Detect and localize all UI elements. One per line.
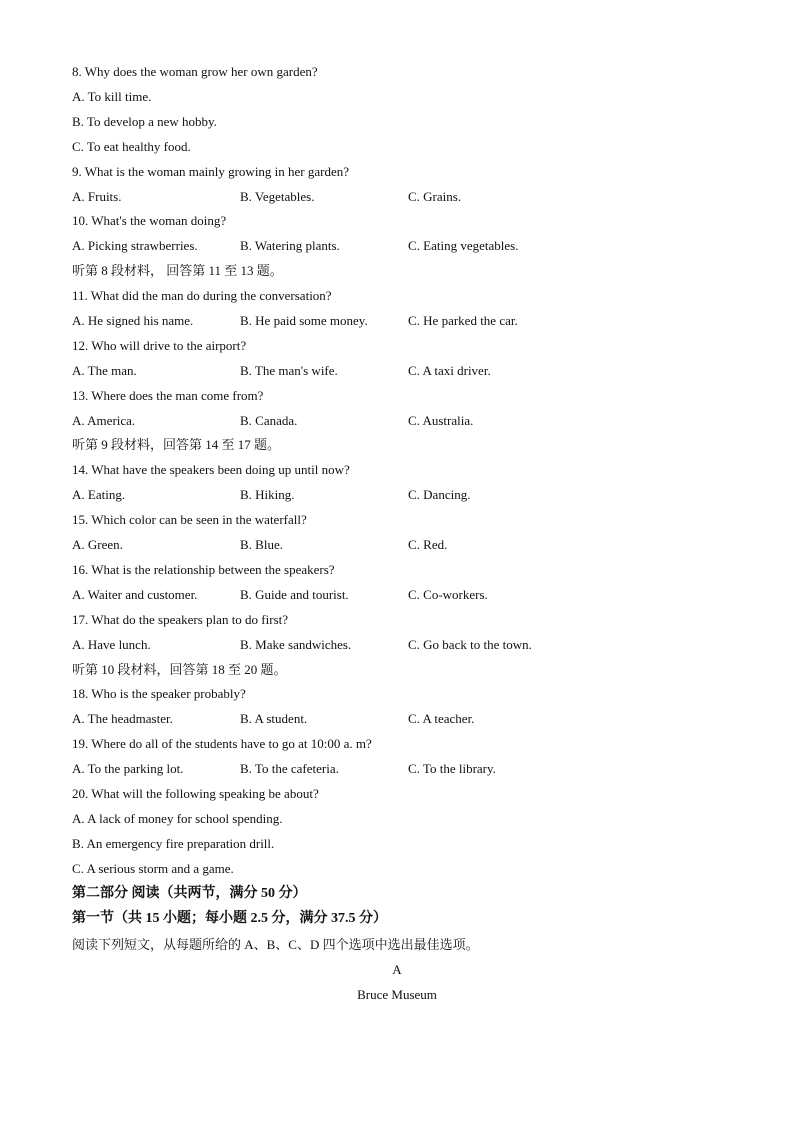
passage-title: Bruce Museum (357, 987, 437, 1002)
passage-label: A (392, 962, 402, 977)
part2-title: 第二部分 阅读（共两节，满分 50 分） (72, 886, 307, 901)
option-a: A. The headmaster. (72, 711, 173, 726)
option-c: C. To the library. (408, 761, 496, 776)
listening-heading: 听第 8 段材料， 回答第 11 至 13 题。 (72, 263, 283, 278)
question-text: 16. What is the relationship between the speakers? (72, 562, 335, 577)
option-a: A. A lack of money for school spending. (72, 811, 283, 826)
option-a: A. Have lunch. (72, 637, 151, 652)
listening-heading: 听第 10 段材料，回答第 18 至 20 题。 (72, 662, 287, 677)
option-b: B. Blue. (240, 537, 283, 552)
option-a: A. Green. (72, 537, 123, 552)
question-text: 14. What have the speakers been doing up until now? (72, 462, 350, 477)
option-b: B. A student. (240, 711, 308, 726)
option-c: C. Grains. (408, 189, 462, 204)
option-a: A. Fruits. (72, 189, 122, 204)
option-a: A. To kill time. (72, 89, 152, 104)
option-b: B. Hiking. (240, 487, 295, 502)
option-c: C. He parked the car. (408, 313, 518, 328)
option-b: B. Guide and tourist. (240, 587, 349, 602)
option-c: C. To eat healthy food. (72, 139, 191, 154)
option-a: A. Picking strawberries. (72, 238, 198, 253)
section1-title: 第一节（共 15 小题；每小题 2.5 分，满分 37.5 分） (72, 911, 387, 926)
option-c: C. Red. (408, 537, 448, 552)
option-b: B. Make sandwiches. (240, 637, 352, 652)
option-b: B. To the cafeteria. (240, 761, 339, 776)
option-b: B. Canada. (240, 413, 298, 428)
question-text: 13. Where does the man come from? (72, 388, 264, 403)
option-c: C. A teacher. (408, 711, 475, 726)
option-a: A. He signed his name. (72, 313, 194, 328)
question-text: 20. What will the following speaking be about? (72, 786, 319, 801)
option-c: C. Australia. (408, 413, 474, 428)
reading-instruction: 阅读下列短文，从每题所给的 A、B、C、D 四个选项中选出最佳选项。 (72, 937, 479, 952)
option-b: B. He paid some money. (240, 313, 368, 328)
question-text: 12. Who will drive to the airport? (72, 338, 247, 353)
option-c: C. Dancing. (408, 487, 471, 502)
question-text: 15. Which color can be seen in the waterfall? (72, 512, 307, 527)
question-text: 19. Where do all of the students have to go at 10:00 a. m? (72, 736, 372, 751)
option-b: B. Watering plants. (240, 238, 340, 253)
option-c: C. Eating vegetables. (408, 238, 519, 253)
option-c: C. Go back to the town. (408, 637, 532, 652)
option-b: B. An emergency fire preparation drill. (72, 836, 275, 851)
option-a: A. To the parking lot. (72, 761, 184, 776)
option-b: B. Vegetables. (240, 189, 315, 204)
question-text: 8. Why does the woman grow her own garden? (72, 64, 318, 79)
option-b: B. The man's wife. (240, 363, 338, 378)
option-c: C. A serious storm and a game. (72, 861, 234, 876)
option-a: A. Waiter and customer. (72, 587, 198, 602)
option-a: A. America. (72, 413, 136, 428)
listening-heading: 听第 9 段材料，回答第 14 至 17 题。 (72, 437, 281, 452)
question-text: 10. What's the woman doing? (72, 213, 227, 228)
question-text: 18. Who is the speaker probably? (72, 686, 246, 701)
question-text: 17. What do the speakers plan to do first? (72, 612, 289, 627)
option-a: A. The man. (72, 363, 137, 378)
option-c: C. A taxi driver. (408, 363, 491, 378)
question-text: 9. What is the woman mainly growing in her garden? (72, 164, 350, 179)
question-text: 11. What did the man do during the conversation? (72, 288, 332, 303)
option-a: A. Eating. (72, 487, 126, 502)
option-c: C. Co-workers. (408, 587, 488, 602)
option-b: B. To develop a new hobby. (72, 114, 217, 129)
